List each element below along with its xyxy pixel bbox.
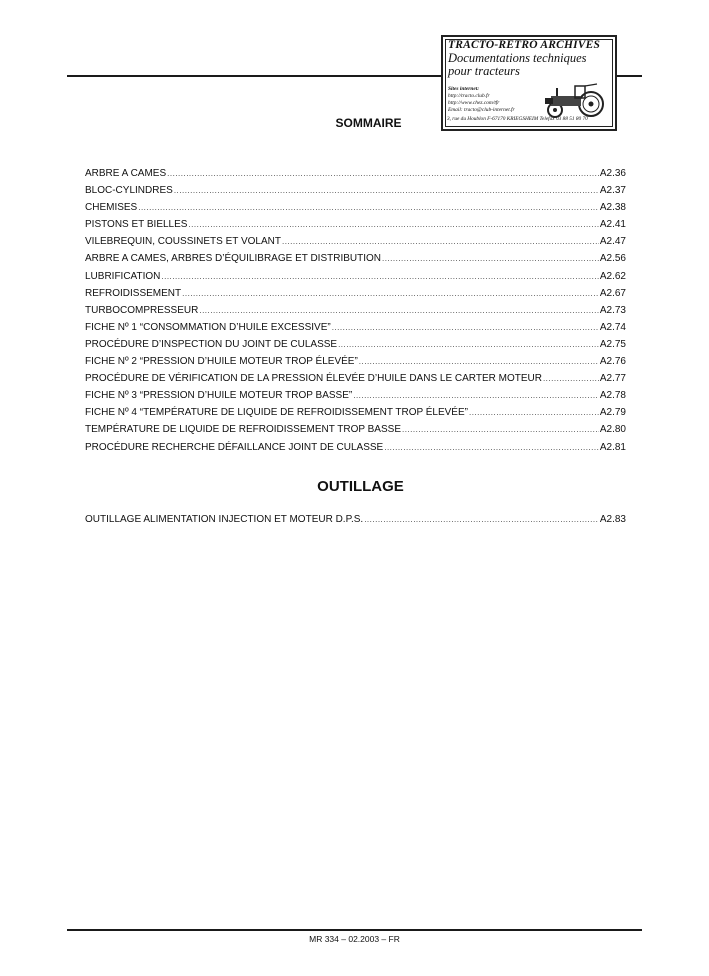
toc-entry-page: A2.36 <box>599 168 626 179</box>
toc-entry[interactable] <box>85 387 626 404</box>
page-footer: MR 334 – 02.2003 – FR <box>309 934 400 944</box>
toc-leader-dots <box>188 216 598 233</box>
stamp-site-1: http://tracto.club.fr <box>448 93 490 99</box>
toc-entry-label: PISTONS ET BIELLES <box>85 219 188 231</box>
toc-entry-label: FICHE Nº 4 “TEMPÉRATURE DE LIQUIDE DE REFROIDISSEMENT TROP ÉLEVÉE” <box>85 407 468 419</box>
toc-entry[interactable] <box>85 319 626 336</box>
toc-entry[interactable] <box>85 233 626 250</box>
toc-leader-dots <box>364 511 599 528</box>
sommaire-title: SOMMAIRE <box>335 116 402 130</box>
toc-entry[interactable] <box>85 302 626 319</box>
toc-entry-label: PROCÉDURE RECHERCHE DÉFAILLANCE JOINT DE CULASSE <box>85 441 384 453</box>
toc-leader-dots <box>182 285 599 302</box>
toc-leader-dots <box>161 268 598 285</box>
toc-entry-label: LUBRIFICATION <box>85 270 161 282</box>
toc-entry-label: FICHE Nº 3 “PRESSION D’HUILE MOTEUR TROP BASSE” <box>85 390 353 402</box>
stamp-sites-label: Sites internet: <box>448 86 479 92</box>
toc-entry[interactable] <box>85 165 626 182</box>
toc-leader-dots <box>332 319 599 336</box>
toc-entry-label: TEMPÉRATURE DE LIQUIDE DE REFROIDISSEMENT TROP BASSE <box>85 424 401 436</box>
outillage-list <box>85 511 626 528</box>
stamp-line-2: pour tracteurs <box>448 64 520 78</box>
toc-entry-page: A2.75 <box>599 338 626 350</box>
toc-entry-page: A2.79 <box>599 407 626 419</box>
toc-leader-dots <box>384 439 599 456</box>
toc-leader-dots <box>543 370 599 387</box>
toc-entry-label: REFROIDISSEMENT <box>85 287 182 299</box>
toc-entry-page: A2.83 <box>599 514 626 525</box>
toc-entry-label: TURBOCOMPRESSEUR <box>85 304 199 316</box>
toc-entry-page: A2.38 <box>599 202 626 214</box>
toc-entry-label: BLOC-CYLINDRES <box>85 185 173 197</box>
toc-entry-page: A2.41 <box>599 219 626 231</box>
toc-leader-dots <box>353 387 599 404</box>
outillage-title: OUTILLAGE <box>317 478 404 495</box>
toc-entry[interactable] <box>85 511 626 528</box>
toc-entry[interactable] <box>85 199 626 216</box>
toc-entry-page: A2.78 <box>599 390 626 402</box>
stamp-title: TRACTO-RETRO ARCHIVES <box>448 39 601 51</box>
toc-leader-dots <box>402 421 599 438</box>
toc-entry[interactable] <box>85 182 626 199</box>
toc-entry-page: A2.77 <box>599 373 626 385</box>
toc-entry-page: A2.81 <box>599 441 626 453</box>
toc-leader-dots <box>199 302 599 319</box>
stamp-email: Email: tracto@club-internet.fr <box>448 107 515 113</box>
stamp-line-1: Documentations techniques <box>448 51 587 65</box>
sommaire-list <box>85 165 626 456</box>
toc-entry-label: OUTILLAGE ALIMENTATION INJECTION ET MOTEUR D.P.S. <box>85 514 364 525</box>
toc-leader-dots <box>174 182 599 199</box>
toc-leader-dots <box>382 250 599 267</box>
toc-entry[interactable] <box>85 216 626 233</box>
toc-leader-dots <box>138 199 599 216</box>
toc-entry[interactable] <box>85 353 626 370</box>
toc-entry[interactable] <box>85 421 626 438</box>
footer-rule <box>67 929 642 931</box>
toc-entry-label: VILEBREQUIN, COUSSINETS ET VOLANT <box>85 236 281 248</box>
toc-entry-page: A2.47 <box>599 236 626 248</box>
toc-entry-page: A2.67 <box>599 287 626 299</box>
toc-entry-label: FICHE Nº 1 “CONSOMMATION D’HUILE EXCESSIVE” <box>85 321 331 333</box>
toc-entry-page: A2.62 <box>599 270 626 282</box>
toc-entry-label: PROCÉDURE DE VÉRIFICATION DE LA PRESSION ÉLEVÉE D’HUILE DANS LE CARTER MOTEUR <box>85 373 542 385</box>
toc-entry-label: FICHE Nº 2 “PRESSION D’HUILE MOTEUR TROP ÉLEVÉE” <box>85 356 358 368</box>
toc-entry[interactable] <box>85 250 626 267</box>
stamp-address: 3, rue du Houblon F-67170 KRIEGSHEIM Telefax 03 88 51 80 70 <box>447 116 588 122</box>
toc-entry-label: ARBRE A CAMES, ARBRES D’ÉQUILIBRAGE ET DISTRIBUTION <box>85 253 381 265</box>
stamp-site-2: http://www.chez.com/tfr <box>448 100 500 106</box>
toc-leader-dots <box>282 233 599 250</box>
toc-entry[interactable] <box>85 336 626 353</box>
toc-entry[interactable] <box>85 285 626 302</box>
toc-entry-page: A2.80 <box>599 424 626 436</box>
toc-entry-page: A2.74 <box>599 321 626 333</box>
toc-leader-dots <box>338 336 599 353</box>
toc-entry-page: A2.56 <box>599 253 626 265</box>
toc-leader-dots <box>469 404 599 421</box>
toc-entry-label: CHEMISES <box>85 202 138 214</box>
toc-entry[interactable] <box>85 268 626 285</box>
toc-entry[interactable] <box>85 370 626 387</box>
toc-leader-dots <box>167 165 599 182</box>
toc-entry[interactable] <box>85 404 626 421</box>
toc-entry-page: A2.76 <box>599 356 626 368</box>
toc-entry-page: A2.73 <box>599 304 626 316</box>
toc-leader-dots <box>359 353 599 370</box>
toc-entry-label: PROCÉDURE D’INSPECTION DU JOINT DE CULASSE <box>85 338 338 350</box>
toc-entry[interactable] <box>85 439 626 456</box>
tractor-icon <box>537 80 609 118</box>
toc-entry-page: A2.37 <box>599 185 626 197</box>
toc-entry-label: ARBRE A CAMES <box>85 168 167 179</box>
